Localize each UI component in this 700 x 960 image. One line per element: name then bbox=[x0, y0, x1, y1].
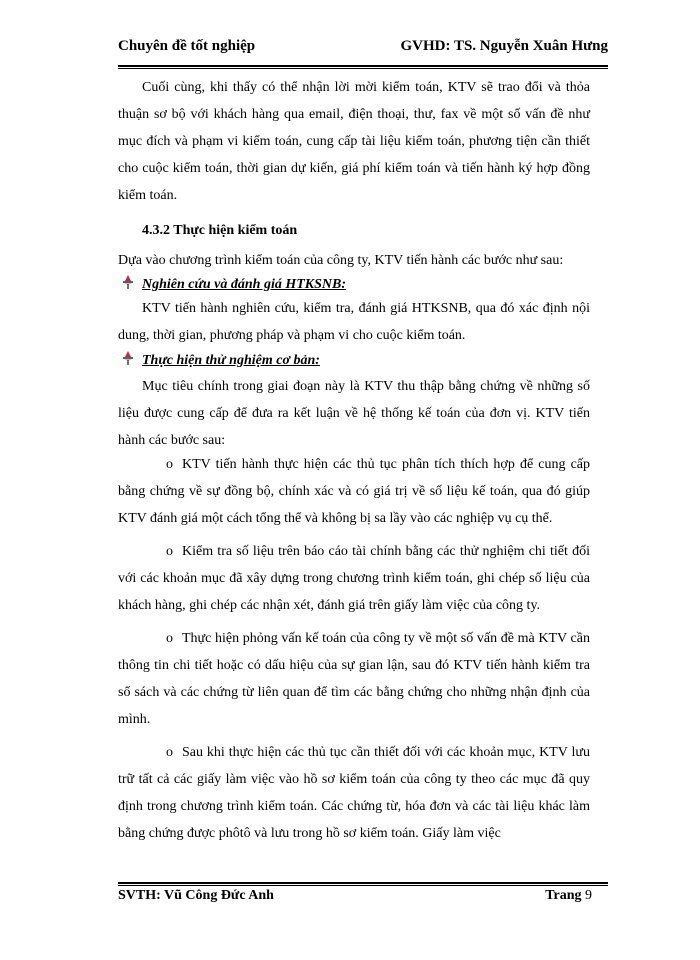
sub-item-text: Sau khi thực hiện các thủ tục cần thiết đối với các khoản mục, KTV lưu trữ tất cả các giấy làm việc vào hồ sơ kiểm toán của công ty theo các mục đã quy định trong chương trình kiểm toán. Các chứng từ, hóa đơn và các tài liệu khác làm bằng chứng được phôtô và lưu trong hồ sơ kiểm toán. Giấy làm việc bbox=[118, 745, 590, 841]
intro-block bbox=[118, 74, 590, 209]
bullet-body-1 bbox=[118, 295, 590, 349]
header-title: Chuyên đề tốt nghiệp bbox=[118, 38, 256, 54]
header-rule-thin bbox=[118, 68, 608, 69]
sub-item-text: Thực hiện phỏng vấn kế toán của công ty về một số vấn đề mà KTV cần thông tin chi tiết hoặc có dấu hiệu của sự gian lận, sau đó KTV tiến hành kiểm tra sổ sách và các chứng từ liên quan để tìm các bằng chứng cho những nhận định của mình. bbox=[118, 631, 590, 727]
header-rule bbox=[118, 65, 608, 67]
sub-item-marker: o bbox=[166, 745, 173, 760]
footer-rule bbox=[118, 882, 608, 884]
sub-item bbox=[118, 625, 590, 733]
footer-author: SVTH: Vũ Công Đức Anh bbox=[118, 888, 274, 903]
sub-item-text: KTV tiến hành thực hiện các thủ tục phân tích thích hợp để cung cấp bằng chứng về sự đồng bộ, chính xác và có giá trị về số liệu kế toán, qua đó giúp KTV đánh giá một cách tổng thể và không bị sa lầy vào các nghiệp vụ cụ thể. bbox=[118, 457, 590, 526]
sub-item-list bbox=[118, 451, 590, 847]
bullet-title-1: Nghiên cứu và đánh giá HTKSNB: bbox=[142, 277, 347, 292]
footer-page bbox=[545, 888, 592, 904]
intro-paragraph: Cuối cùng, khi thấy có thể nhận lời mời kiểm toán, KTV sẽ trao đổi và thỏa thuận sơ bộ với khách hàng qua email, điện thoại, thư, fax về một số vấn đề như mục đích và phạm vi kiểm toán, cung cấp tài liệu kiểm toán, phương tiện cần thiết cho cuộc kiểm toán, thời gian dự kiến, giá phí kiểm toán và tiến hành ký hợp đồng kiểm toán. bbox=[118, 80, 590, 203]
pushpin-bullet-icon bbox=[120, 350, 136, 366]
page-footer bbox=[118, 888, 608, 910]
sub-item-marker: o bbox=[166, 631, 173, 646]
footer-rule-thin bbox=[118, 885, 608, 886]
sub-item bbox=[118, 739, 590, 847]
bullet-text-1: KTV tiến hành nghiên cứu, kiểm tra, đánh giá HTKSNB, qua đó xác định nội dung, thời gian, phương pháp và phạm vi cho cuộc kiểm toán. bbox=[118, 301, 590, 343]
section-intro: Dựa vào chương trình kiểm toán của công ty, KTV tiến hành các bước như sau: bbox=[118, 253, 564, 268]
bullet-body-2 bbox=[118, 373, 590, 454]
pushpin-bullet-icon bbox=[120, 274, 136, 290]
header-advisor: GVHD: TS. Nguyễn Xuân Hưng bbox=[400, 38, 608, 54]
sub-item bbox=[118, 451, 590, 532]
sub-item-marker: o bbox=[166, 544, 173, 559]
sub-item-text: Kiểm tra số liệu trên báo cáo tài chính bằng các thử nghiệm chi tiết đối với các khoản mục đã xây dựng trong chương trình kiểm toán, ghi chép số liệu của khách hàng, ghi chép các nhận xét, đánh giá trên giấy làm việc của công ty. bbox=[118, 544, 590, 613]
section-heading: 4.3.2 Thực hiện kiểm toán bbox=[142, 223, 298, 238]
bullet-heading-1 bbox=[120, 274, 346, 293]
section-intro-block bbox=[118, 247, 590, 274]
sub-item-marker: o bbox=[166, 457, 173, 472]
footer-page-number: 9 bbox=[585, 888, 592, 903]
footer-page-label: Trang bbox=[545, 888, 582, 903]
bullet-title-2: Thực hiện thử nghiệm cơ bản: bbox=[142, 353, 320, 368]
sub-item bbox=[118, 538, 590, 619]
page-header bbox=[118, 38, 608, 62]
bullet-text-2: Mục tiêu chính trong giai đoạn này là KTV thu thập bằng chứng về những số liệu được cung cấp để đưa ra kết luận về hệ thống kế toán của đơn vị. KTV tiến hành các bước sau: bbox=[118, 379, 590, 448]
bullet-heading-2 bbox=[120, 350, 320, 369]
